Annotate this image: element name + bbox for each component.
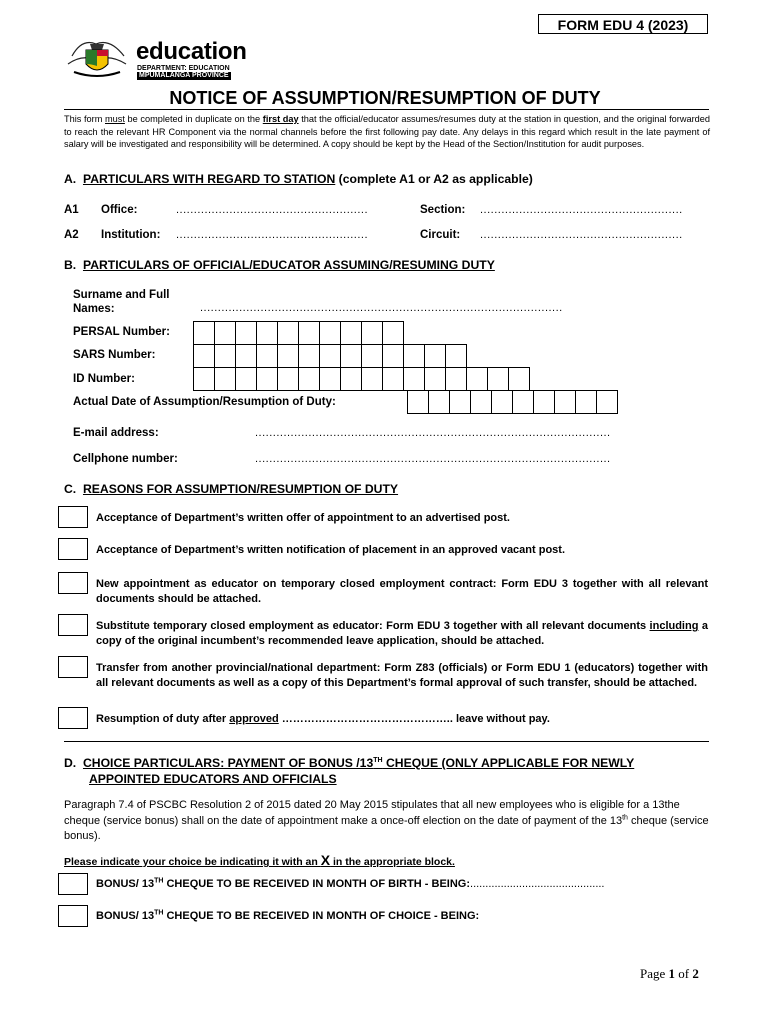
bonus-choice-checkbox[interactable] xyxy=(58,905,88,927)
grid-cell[interactable] xyxy=(470,390,492,414)
grid-cell[interactable] xyxy=(512,390,534,414)
grid-cell[interactable] xyxy=(235,321,257,345)
grid-cell[interactable] xyxy=(361,321,383,345)
grid-cell[interactable] xyxy=(298,367,320,391)
grid-cell[interactable] xyxy=(382,367,404,391)
grid-cell[interactable] xyxy=(491,390,513,414)
grid-cell[interactable] xyxy=(403,367,425,391)
reason-text-5: Transfer from another provincial/national department: Form Z83 (officials) or Form EDU 1 (educators) together with all relevant documents as well as a copy of this Department’s formal approval of such transfer, should be attached. xyxy=(96,662,708,689)
assumption-date-label: Actual Date of Assumption/Resumption of Duty: xyxy=(73,396,336,408)
grid-cell[interactable] xyxy=(487,367,509,391)
section-b-heading: B. PARTICULARS OF OFFICIAL/EDUCATOR ASSUMING/RESUMING DUTY xyxy=(64,258,495,272)
email-field[interactable]: .................................................................................................... xyxy=(255,427,611,439)
reason-checkbox-2[interactable] xyxy=(58,538,88,560)
grid-cell[interactable] xyxy=(340,321,362,345)
office-field[interactable]: ...................................................... xyxy=(176,204,369,216)
grid-cell[interactable] xyxy=(382,321,404,345)
section-field[interactable]: ......................................................... xyxy=(480,204,683,216)
reason-checkbox-1[interactable] xyxy=(58,506,88,528)
sars-grid[interactable] xyxy=(193,344,466,368)
grid-cell[interactable] xyxy=(256,367,278,391)
grid-cell[interactable] xyxy=(298,321,320,345)
a2-code: A2 xyxy=(64,229,79,241)
persal-label: PERSAL Number: xyxy=(73,326,170,338)
title-divider xyxy=(64,109,709,110)
grid-cell[interactable] xyxy=(256,344,278,368)
reason-checkbox-5[interactable] xyxy=(58,656,88,678)
reason-checkbox-6[interactable] xyxy=(58,707,88,729)
grid-cell[interactable] xyxy=(596,390,618,414)
office-label: Office: xyxy=(101,204,138,216)
logo-wordmark: education xyxy=(136,38,247,65)
reason-text-6: Resumption of duty after approved ……………………………………….. leave without pay. xyxy=(96,713,550,725)
grid-cell[interactable] xyxy=(193,344,215,368)
form-code: FORM EDU 4 (2023) xyxy=(538,14,708,34)
bonus-choice-label: BONUS/ 13TH CHEQUE TO BE RECEIVED IN MONTH OF CHOICE - BEING: xyxy=(96,909,480,922)
id-number-grid[interactable] xyxy=(193,367,529,391)
surname-label: Surname and Full Names: xyxy=(73,289,170,315)
reason-text-2: Acceptance of Department’s written notification of placement in an approved vacant post. xyxy=(96,544,566,556)
grid-cell[interactable] xyxy=(361,367,383,391)
grid-cell[interactable] xyxy=(575,390,597,414)
grid-cell[interactable] xyxy=(361,344,383,368)
reason-text-1: Acceptance of Department’s written offer of appointment to an advertised post. xyxy=(96,512,510,524)
grid-cell[interactable] xyxy=(256,321,278,345)
section-a-heading: A. PARTICULARS WITH REGARD TO STATION (complete A1 or A2 as applicable) xyxy=(64,172,533,186)
grid-cell[interactable] xyxy=(193,321,215,345)
grid-cell[interactable] xyxy=(449,390,471,414)
email-label: E-mail address: xyxy=(73,427,159,439)
institution-label: Institution: xyxy=(101,229,161,241)
logo-department: DEPARTMENT: EDUCATION xyxy=(137,65,230,72)
grid-cell[interactable] xyxy=(298,344,320,368)
circuit-field[interactable]: ......................................................... xyxy=(480,229,683,241)
grid-cell[interactable] xyxy=(235,344,257,368)
grid-cell[interactable] xyxy=(319,344,341,368)
grid-cell[interactable] xyxy=(214,321,236,345)
grid-cell[interactable] xyxy=(533,390,555,414)
grid-cell[interactable] xyxy=(424,367,446,391)
page-number: Page 1 of 2 xyxy=(640,966,699,981)
reason-checkbox-3[interactable] xyxy=(58,572,88,594)
grid-cell[interactable] xyxy=(428,390,450,414)
grid-cell[interactable] xyxy=(235,367,257,391)
choice-instruction: Please indicate your choice be indicating it with an X in the appropriate block. xyxy=(64,852,455,868)
id-label: ID Number: xyxy=(73,373,135,385)
institution-field[interactable]: ...................................................... xyxy=(176,229,369,241)
persal-grid[interactable] xyxy=(193,321,403,345)
a1-code: A1 xyxy=(64,204,79,216)
grid-cell[interactable] xyxy=(319,367,341,391)
grid-cell[interactable] xyxy=(340,367,362,391)
grid-cell[interactable] xyxy=(424,344,446,368)
assumption-date-grid[interactable] xyxy=(407,390,617,414)
reason-checkbox-4[interactable] xyxy=(58,614,88,636)
grid-cell[interactable] xyxy=(193,367,215,391)
grid-cell[interactable] xyxy=(466,367,488,391)
grid-cell[interactable] xyxy=(445,344,467,368)
reason-text-4: Substitute temporary closed employment as educator: Form EDU 3 together with all relevant documents including a copy of the original incumbent’s recommended leave application, should be attached. xyxy=(96,620,708,647)
logo-province: MPUMALANGA PROVINCE xyxy=(139,72,229,79)
section-c-heading: C. REASONS FOR ASSUMPTION/RESUMPTION OF DUTY xyxy=(64,482,399,496)
circuit-label: Circuit: xyxy=(420,229,461,241)
page-title: NOTICE OF ASSUMPTION/RESUMPTION OF DUTY xyxy=(169,88,601,108)
cellphone-label: Cellphone number: xyxy=(73,453,178,465)
grid-cell[interactable] xyxy=(319,321,341,345)
bonus-birth-checkbox[interactable] xyxy=(58,873,88,895)
grid-cell[interactable] xyxy=(445,367,467,391)
grid-cell[interactable] xyxy=(214,367,236,391)
sars-label: SARS Number: xyxy=(73,349,156,361)
grid-cell[interactable] xyxy=(508,367,530,391)
grid-cell[interactable] xyxy=(277,321,299,345)
bonus-birth-label: BONUS/ 13TH CHEQUE TO BE RECEIVED IN MONTH OF BIRTH - BEING:............................................ xyxy=(96,877,605,890)
grid-cell[interactable] xyxy=(277,367,299,391)
grid-cell[interactable] xyxy=(214,344,236,368)
section-d-divider xyxy=(64,741,709,742)
reason-text-3: New appointment as educator on temporary closed employment contract: Form EDU 3 together with all relevant documents should be attached. xyxy=(96,578,708,605)
section-label: Section: xyxy=(420,204,466,216)
grid-cell[interactable] xyxy=(407,390,429,414)
grid-cell[interactable] xyxy=(382,344,404,368)
grid-cell[interactable] xyxy=(554,390,576,414)
surname-field[interactable]: ...................................................................................................... xyxy=(200,302,563,314)
section-d-heading: D. CHOICE PARTICULARS: PAYMENT OF BONUS /13TH CHEQUE (ONLY APPLICABLE FOR NEWLY APPOINTED EDUCATORS AND OFFICIALS xyxy=(64,756,635,786)
grid-cell[interactable] xyxy=(403,344,425,368)
grid-cell[interactable] xyxy=(340,344,362,368)
choice-paragraph: Paragraph 7.4 of PSCBC Resolution 2 of 2015 dated 20 May 2015 stipulates that all new employees who is eligible for a 13the cheque (service bonus) shall on the date of appointment make a once-off election on the date of payment of the 13th cheque (service bonus). xyxy=(64,799,709,842)
cellphone-field[interactable]: .................................................................................................... xyxy=(255,453,611,465)
intro-paragraph: This form must be completed in duplicate on the first day that the official/educator assumes/resumes duty at the station in question, and the original forwarded to reach the relevant HR Component via the normal channels before the first following pay date. Any delays in this regard which result in the late payment of salary will be investigated and responsibility will be determined. A copy should be kept by the Head of the Section/Institution for audit purposes. xyxy=(64,114,710,149)
grid-cell[interactable] xyxy=(277,344,299,368)
